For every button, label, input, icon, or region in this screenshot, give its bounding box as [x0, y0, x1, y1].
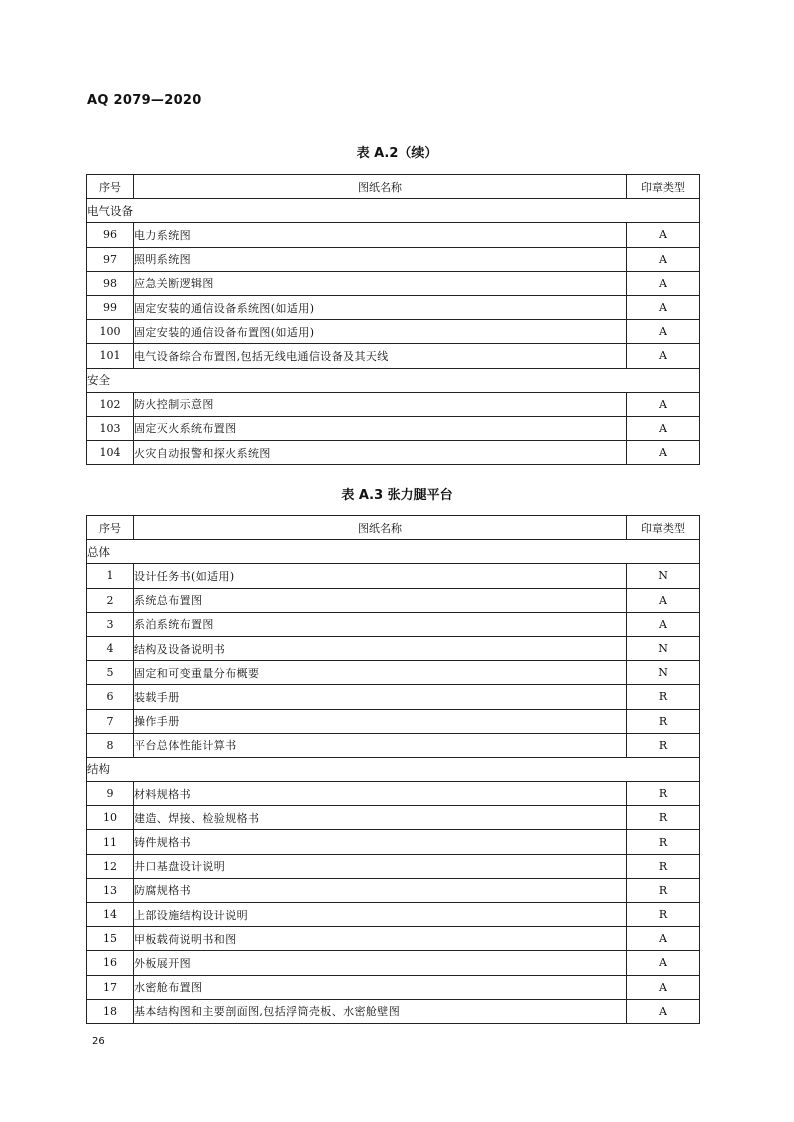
drawing-name: 电力系统图	[134, 223, 627, 247]
stamp-type: R	[627, 685, 700, 709]
row-number: 1	[87, 564, 134, 588]
stamp-type: A	[627, 999, 700, 1023]
column-header-no: 序号	[87, 516, 134, 540]
row-number: 99	[87, 295, 134, 319]
table-row	[87, 441, 700, 465]
table-row	[87, 709, 700, 733]
table-row	[87, 636, 700, 660]
table-row	[87, 927, 700, 951]
table-row	[87, 685, 700, 709]
stamp-type: A	[627, 588, 700, 612]
table-row	[87, 903, 700, 927]
table-a3-body	[87, 540, 700, 1024]
table-row	[87, 416, 700, 440]
section-row	[87, 199, 700, 223]
table-row	[87, 271, 700, 295]
row-number: 11	[87, 830, 134, 854]
stamp-type: A	[627, 271, 700, 295]
row-number: 103	[87, 416, 134, 440]
table-row	[87, 806, 700, 830]
drawing-name: 固定和可变重量分布概要	[134, 661, 627, 685]
table-row	[87, 392, 700, 416]
drawing-name: 防腐规格书	[134, 878, 627, 902]
stamp-type: A	[627, 247, 700, 271]
row-number: 2	[87, 588, 134, 612]
column-header-name: 图纸名称	[134, 175, 627, 199]
section-row	[87, 368, 700, 392]
section-label: 电气设备	[87, 199, 700, 223]
table-row	[87, 295, 700, 319]
section-row	[87, 540, 700, 564]
section-label: 总体	[87, 540, 700, 564]
row-number: 100	[87, 320, 134, 344]
drawing-name: 火灾自动报警和探火系统图	[134, 441, 627, 465]
table-row	[87, 320, 700, 344]
column-header-no: 序号	[87, 175, 134, 199]
drawing-name: 外板展开图	[134, 951, 627, 975]
row-number: 3	[87, 612, 134, 636]
row-number: 4	[87, 636, 134, 660]
row-number: 98	[87, 271, 134, 295]
stamp-type: N	[627, 636, 700, 660]
row-number: 101	[87, 344, 134, 368]
drawing-name: 固定安装的通信设备系统图(如适用)	[134, 295, 627, 319]
table-row	[87, 223, 700, 247]
table-row	[87, 854, 700, 878]
stamp-type: A	[627, 612, 700, 636]
row-number: 15	[87, 927, 134, 951]
stamp-type: R	[627, 903, 700, 927]
stamp-type: A	[627, 320, 700, 344]
drawing-name: 铸件规格书	[134, 830, 627, 854]
drawing-name: 应急关断逻辑图	[134, 271, 627, 295]
table-row	[87, 951, 700, 975]
row-number: 6	[87, 685, 134, 709]
stamp-type: A	[627, 975, 700, 999]
document-code: AQ 2079—2020	[87, 93, 202, 108]
stamp-type: A	[627, 223, 700, 247]
table-row	[87, 999, 700, 1023]
column-header-name: 图纸名称	[134, 516, 627, 540]
row-number: 102	[87, 392, 134, 416]
table-row	[87, 588, 700, 612]
drawing-name: 操作手册	[134, 709, 627, 733]
row-number: 104	[87, 441, 134, 465]
drawing-name: 材料规格书	[134, 782, 627, 806]
stamp-type: A	[627, 295, 700, 319]
row-number: 5	[87, 661, 134, 685]
section-row	[87, 757, 700, 781]
row-number: 10	[87, 806, 134, 830]
stamp-type: R	[627, 733, 700, 757]
drawing-name: 固定灭火系统布置图	[134, 416, 627, 440]
drawing-name: 建造、焊接、检验规格书	[134, 806, 627, 830]
stamp-type: N	[627, 564, 700, 588]
stamp-type: A	[627, 344, 700, 368]
table-header-row	[87, 516, 700, 540]
table-a2-title: 表 A.2（续）	[356, 146, 438, 161]
table-row	[87, 733, 700, 757]
drawing-name: 照明系统图	[134, 247, 627, 271]
drawing-name: 基本结构图和主要剖面图,包括浮筒壳板、水密舱壁图	[134, 999, 627, 1023]
stamp-type: R	[627, 806, 700, 830]
table-a2-body	[87, 199, 700, 465]
drawing-name: 结构及设备说明书	[134, 636, 627, 660]
drawing-name: 井口基盘设计说明	[134, 854, 627, 878]
table-row	[87, 612, 700, 636]
section-label: 结构	[87, 757, 700, 781]
drawing-name: 防火控制示意图	[134, 392, 627, 416]
row-number: 13	[87, 878, 134, 902]
row-number: 7	[87, 709, 134, 733]
page-number: 26	[92, 1036, 105, 1047]
table-row	[87, 830, 700, 854]
stamp-type: A	[627, 392, 700, 416]
stamp-type: N	[627, 661, 700, 685]
stamp-type: R	[627, 878, 700, 902]
row-number: 8	[87, 733, 134, 757]
stamp-type: R	[627, 854, 700, 878]
stamp-type: R	[627, 830, 700, 854]
drawing-name: 系统总布置图	[134, 588, 627, 612]
row-number: 97	[87, 247, 134, 271]
drawing-name: 水密舱布置图	[134, 975, 627, 999]
drawing-name: 甲板载荷说明书和图	[134, 927, 627, 951]
column-header-type: 印章类型	[627, 175, 700, 199]
table-row	[87, 975, 700, 999]
drawing-name: 上部设施结构设计说明	[134, 903, 627, 927]
stamp-type: A	[627, 416, 700, 440]
table-a3	[86, 515, 700, 1024]
column-header-type: 印章类型	[627, 516, 700, 540]
table-a3-title: 表 A.3 张力腿平台	[341, 488, 453, 503]
stamp-type: A	[627, 951, 700, 975]
row-number: 14	[87, 903, 134, 927]
table-row	[87, 661, 700, 685]
table-row	[87, 247, 700, 271]
table-header-row	[87, 175, 700, 199]
row-number: 18	[87, 999, 134, 1023]
table-row	[87, 564, 700, 588]
drawing-name: 平台总体性能计算书	[134, 733, 627, 757]
row-number: 12	[87, 854, 134, 878]
section-label: 安全	[87, 368, 700, 392]
stamp-type: R	[627, 709, 700, 733]
drawing-name: 电气设备综合布置图,包括无线电通信设备及其天线	[134, 344, 627, 368]
drawing-name: 设计任务书(如适用)	[134, 564, 627, 588]
stamp-type: A	[627, 441, 700, 465]
table-a2	[86, 174, 700, 465]
row-number: 17	[87, 975, 134, 999]
drawing-name: 固定安装的通信设备布置图(如适用)	[134, 320, 627, 344]
drawing-name: 系泊系统布置图	[134, 612, 627, 636]
row-number: 16	[87, 951, 134, 975]
stamp-type: A	[627, 927, 700, 951]
stamp-type: R	[627, 782, 700, 806]
table-row	[87, 344, 700, 368]
row-number: 9	[87, 782, 134, 806]
drawing-name: 装载手册	[134, 685, 627, 709]
table-row	[87, 782, 700, 806]
row-number: 96	[87, 223, 134, 247]
table-row	[87, 878, 700, 902]
